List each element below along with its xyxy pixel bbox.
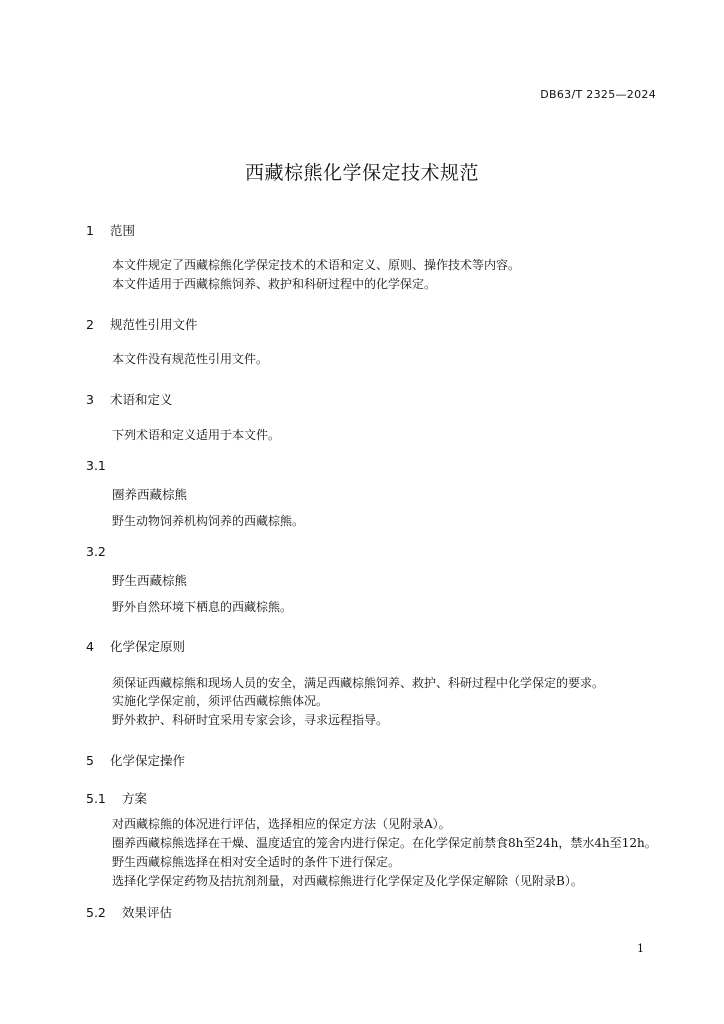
section-title: 术语和定义	[109, 392, 173, 407]
paragraph: 对西藏棕熊的体况进行评估，选择相应的保定方法（见附录A）。	[112, 817, 451, 831]
section-title: 范围	[109, 223, 135, 238]
subsection-title: 方案	[121, 791, 147, 806]
term-definition: 野生动物饲养机构饲养的西藏棕熊。	[112, 514, 305, 528]
section-number: 2	[86, 317, 94, 332]
paragraph: 下列术语和定义适用于本文件。	[112, 428, 281, 442]
standard-code: DB63/T 2325—2024	[540, 88, 656, 101]
section-title: 化学保定操作	[109, 753, 185, 768]
subsection-5-1-heading	[86, 789, 147, 807]
section-number: 3	[86, 392, 94, 407]
term-title: 圈养西藏棕熊	[112, 487, 188, 502]
document-title: 西藏棕熊化学保定技术规范	[244, 162, 479, 184]
subsection-5-2-heading	[86, 903, 172, 921]
section-title: 化学保定原则	[109, 639, 185, 654]
section-2-heading	[86, 315, 198, 333]
paragraph: 本文件没有规范性引用文件。	[112, 352, 269, 366]
term-3-1-number: 3.1	[86, 458, 106, 473]
term-definition: 野外自然环境下栖息的西藏棕熊。	[112, 600, 293, 614]
paragraph: 本文件规定了西藏棕熊化学保定技术的术语和定义、原则、操作技术等内容。	[112, 258, 521, 272]
paragraph: 实施化学保定前，须评估西藏棕熊体况。	[112, 694, 329, 708]
paragraph: 野外救护、科研时宜采用专家会诊，寻求远程指导。	[112, 713, 389, 727]
paragraph: 须保证西藏棕熊和现场人员的安全，满足西藏棕熊饲养、救护、科研过程中化学保定的要求。	[112, 676, 605, 690]
term-3-2-number: 3.2	[86, 544, 106, 559]
paragraph: 本文件适用于西藏棕熊饲养、救护和科研过程中的化学保定。	[112, 277, 437, 291]
section-5-heading	[86, 751, 185, 769]
term-title: 野生西藏棕熊	[112, 573, 188, 588]
paragraph: 选择化学保定药物及拮抗剂剂量，对西藏棕熊进行化学保定及化学保定解除（见附录B）。	[112, 874, 583, 888]
page-number: 1	[637, 942, 644, 955]
subsection-number: 5.1	[86, 791, 106, 806]
section-number: 1	[86, 223, 94, 238]
section-3-heading	[86, 390, 173, 408]
section-title: 规范性引用文件	[109, 317, 198, 332]
subsection-title: 效果评估	[121, 905, 172, 920]
paragraph: 圈养西藏棕熊选择在干燥、温度适宜的笼舍内进行保定。在化学保定前禁食8h至24h，禁水4h至12h。	[112, 836, 657, 850]
section-number: 5	[86, 753, 94, 768]
section-1-heading	[86, 221, 135, 239]
paragraph: 野生西藏棕熊选择在相对安全适时的条件下进行保定。	[112, 855, 401, 869]
section-4-heading	[86, 637, 185, 655]
subsection-number: 5.2	[86, 905, 106, 920]
section-number: 4	[86, 639, 94, 654]
